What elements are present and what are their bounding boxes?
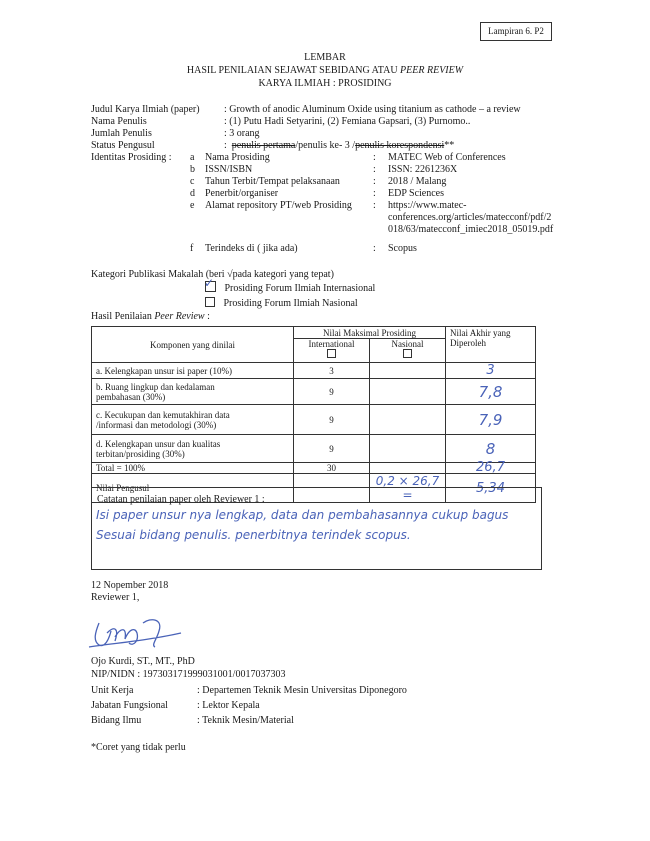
pros-letter-d: d bbox=[190, 188, 195, 199]
jumlah-label: Jumlah Penulis bbox=[91, 128, 152, 139]
pros-letter-f: f bbox=[190, 243, 194, 254]
judul-label: Judul Karya Ilmiah (paper) bbox=[91, 104, 200, 115]
lampiran-label: Lampiran 6. P2 bbox=[480, 22, 552, 41]
pros-letter-c: c bbox=[190, 176, 195, 187]
row-a-label: a. Kelengkapan unsur isi paper (10%) bbox=[92, 363, 294, 379]
pengusul-label: Nilai Pengusul bbox=[92, 474, 294, 503]
pros-penerbit-value: EDP Sciences bbox=[388, 188, 445, 199]
total-nas bbox=[370, 463, 446, 474]
pros-nama-label: Nama Prosiding bbox=[205, 152, 270, 163]
pros-colon: : bbox=[373, 176, 376, 187]
pros-colon: : bbox=[373, 152, 376, 163]
status-struck-corresp: penulis korespondensi bbox=[355, 140, 445, 151]
notes-line2: Sesuai bidang penulis. penerbitnya terindek scopus. bbox=[96, 528, 411, 542]
th-international-label: International bbox=[308, 339, 355, 349]
table-row-total bbox=[92, 463, 536, 474]
checkbox-international-col[interactable] bbox=[327, 349, 336, 358]
penulis-value: : (1) Putu Hadi Setyarini, (2) Femiana Gapsari, (3) Purnomo.. bbox=[224, 116, 471, 127]
sign-name: Ojo Kurdi, ST., MT., PhD bbox=[91, 656, 195, 667]
row-d-score: 8 bbox=[446, 435, 536, 463]
pros-letter-a: a bbox=[190, 152, 195, 163]
handwritten-signature-icon bbox=[85, 603, 195, 653]
pros-colon: : bbox=[373, 243, 376, 254]
status-middle: /penulis ke- 3 / bbox=[295, 140, 356, 151]
status-colon: : bbox=[224, 140, 227, 151]
judul-value: : Growth of anodic Aluminum Oxide using titanium as cathode – a review bbox=[224, 104, 521, 115]
th-nasional-label: Nasional bbox=[391, 339, 424, 349]
sign-bidang-value: : Teknik Mesin/Material bbox=[197, 715, 294, 726]
jumlah-value: : 3 orang bbox=[224, 128, 260, 139]
header-line3: KARYA ILMIAH : PROSIDING bbox=[258, 78, 392, 89]
pros-indeks-label: Terindeks di ( jika ada) bbox=[205, 243, 298, 254]
row-d-max: 9 bbox=[294, 435, 370, 463]
status-star: ** bbox=[444, 140, 455, 151]
th-international bbox=[294, 339, 370, 363]
status-label: Status Pengusul bbox=[91, 140, 155, 151]
kategori-opt-internasional[interactable] bbox=[204, 276, 376, 294]
pros-tahun-label: Tahun Terbit/Tempat pelaksanaan bbox=[205, 176, 340, 187]
hasil-label-pre: Hasil Penilaian bbox=[91, 311, 155, 322]
th-nilai-maks: Nilai Maksimal Prosiding bbox=[294, 327, 446, 339]
row-b-score: 7,8 bbox=[446, 379, 536, 405]
table-row bbox=[92, 435, 536, 463]
checkbox-nasional-col[interactable] bbox=[403, 349, 412, 358]
row-c-line1: c. Kecukupan dan kemutakhiran data bbox=[96, 409, 230, 420]
pros-alamat-value-3: 018/63/matecconf_imiec2018_05019.pdf bbox=[388, 224, 554, 235]
sign-date: 12 Nopember 2018 bbox=[91, 580, 169, 591]
notes-line1: Isi paper unsur nya lengkap, data dan pembahasannya cukup bagus bbox=[96, 508, 509, 522]
row-d-line1: d. Kelengkapan unsur dan kualitas bbox=[96, 438, 221, 449]
reviewer-notes-box[interactable] bbox=[91, 487, 542, 570]
row-b-max: 9 bbox=[294, 379, 370, 405]
th-nilai-akhir bbox=[446, 327, 536, 363]
sign-unit-value: : Departemen Teknik Mesin Universitas Diponegoro bbox=[197, 685, 407, 696]
header-line1: LEMBAR bbox=[304, 52, 346, 63]
table-row bbox=[92, 405, 536, 435]
row-c-max: 9 bbox=[294, 405, 370, 435]
status-struck-first: penulis pertama bbox=[231, 140, 296, 151]
penulis-label: Nama Penulis bbox=[91, 116, 147, 127]
kategori-opt1-label: Prosiding Forum Ilmiah Internasional bbox=[224, 283, 376, 294]
pros-penerbit-label: Penerbit/organiser bbox=[205, 188, 279, 199]
row-b-label bbox=[92, 379, 294, 405]
th-komponen: Komponen yang dinilai bbox=[92, 327, 294, 363]
hasil-label-post: : bbox=[204, 311, 210, 322]
check-mark-icon: ✓ bbox=[204, 276, 215, 290]
total-label: Total = 100% bbox=[92, 463, 294, 474]
table-row bbox=[92, 363, 536, 379]
pengusul-calc: 0,2 × 26,7 = bbox=[370, 474, 446, 503]
checkbox-nasional[interactable] bbox=[205, 297, 215, 307]
row-b-line1: b. Ruang lingkup dan kedalaman bbox=[96, 381, 215, 392]
pros-colon: : bbox=[373, 188, 376, 199]
th-nilai-akhir-2: Diperoleh bbox=[450, 338, 486, 348]
sign-role: Reviewer 1, bbox=[91, 592, 140, 603]
row-c-score: 7,9 bbox=[446, 405, 536, 435]
kategori-opt-nasional[interactable] bbox=[205, 297, 358, 309]
pros-colon: : bbox=[373, 200, 376, 211]
row-b-nas bbox=[370, 379, 446, 405]
pros-alamat-value-1: https://www.matec- bbox=[388, 200, 467, 211]
total-max: 30 bbox=[294, 463, 370, 474]
header-line2 bbox=[0, 65, 650, 76]
pros-letter-b: b bbox=[190, 164, 195, 175]
th-nilai-akhir-1: Nilai Akhir yang bbox=[450, 328, 511, 338]
pros-alamat-value-2: conferences.org/articles/matecconf/pdf/2 bbox=[388, 212, 552, 223]
pros-colon: : bbox=[373, 164, 376, 175]
status-value bbox=[224, 140, 454, 151]
th-nasional bbox=[370, 339, 446, 363]
sign-nip: NIP/NIDN : 197303171999031001/0017037303 bbox=[91, 669, 286, 680]
kategori-opt2-label: Prosiding Forum Ilmiah Nasional bbox=[223, 298, 358, 309]
pros-issn-label: ISSN/ISBN bbox=[205, 164, 253, 175]
prosiding-label: Identitas Prosiding : bbox=[91, 152, 172, 163]
footnote: *Coret yang tidak perlu bbox=[91, 742, 186, 753]
row-d-line2: terbitan/prosiding (30%) bbox=[96, 448, 185, 459]
row-c-line2: /informasi dan metodologi (30%) bbox=[96, 419, 217, 430]
pros-letter-e: e bbox=[190, 200, 195, 211]
row-d-label bbox=[92, 435, 294, 463]
sign-unit-label: Unit Kerja bbox=[91, 685, 134, 696]
row-a-max: 3 bbox=[294, 363, 370, 379]
sign-jabatan-label: Jabatan Fungsional bbox=[91, 700, 168, 711]
hasil-label bbox=[91, 311, 210, 322]
row-a-nas bbox=[370, 363, 446, 379]
row-d-nas bbox=[370, 435, 446, 463]
pros-alamat-label: Alamat repository PT/web Prosiding bbox=[205, 200, 352, 211]
header-peer-review: PEER REVIEW bbox=[400, 65, 464, 76]
pros-tahun-value: 2018 / Malang bbox=[388, 176, 447, 187]
row-b-line2: pembahasan (30%) bbox=[96, 391, 166, 402]
row-a-score: 3 bbox=[446, 363, 536, 379]
row-c-nas bbox=[370, 405, 446, 435]
sign-jabatan-value: : Lektor Kepala bbox=[197, 700, 260, 711]
checkbox-internasional[interactable] bbox=[204, 276, 216, 292]
hasil-label-em: Peer Review bbox=[154, 311, 205, 322]
pros-indeks-value: Scopus bbox=[388, 243, 417, 254]
pros-nama-value: MATEC Web of Conferences bbox=[388, 152, 506, 163]
sign-bidang-label: Bidang Ilmu bbox=[91, 715, 142, 726]
notes-title: Catatan penilaian paper oleh Reviewer 1 : bbox=[97, 494, 265, 505]
row-c-label bbox=[92, 405, 294, 435]
score-table bbox=[91, 326, 536, 503]
header-line2-text: HASIL PENILAIAN SEJAWAT SEBIDANG ATAU bbox=[186, 65, 401, 76]
table-row bbox=[92, 379, 536, 405]
pengusul-score: 5,34 bbox=[446, 474, 536, 503]
total-score: 26,7 bbox=[446, 463, 536, 474]
pros-issn-value: ISSN: 2261236X bbox=[388, 164, 458, 175]
kategori-label: Kategori Publikasi Makalah (beri √pada kategori yang tepat) bbox=[91, 269, 334, 280]
